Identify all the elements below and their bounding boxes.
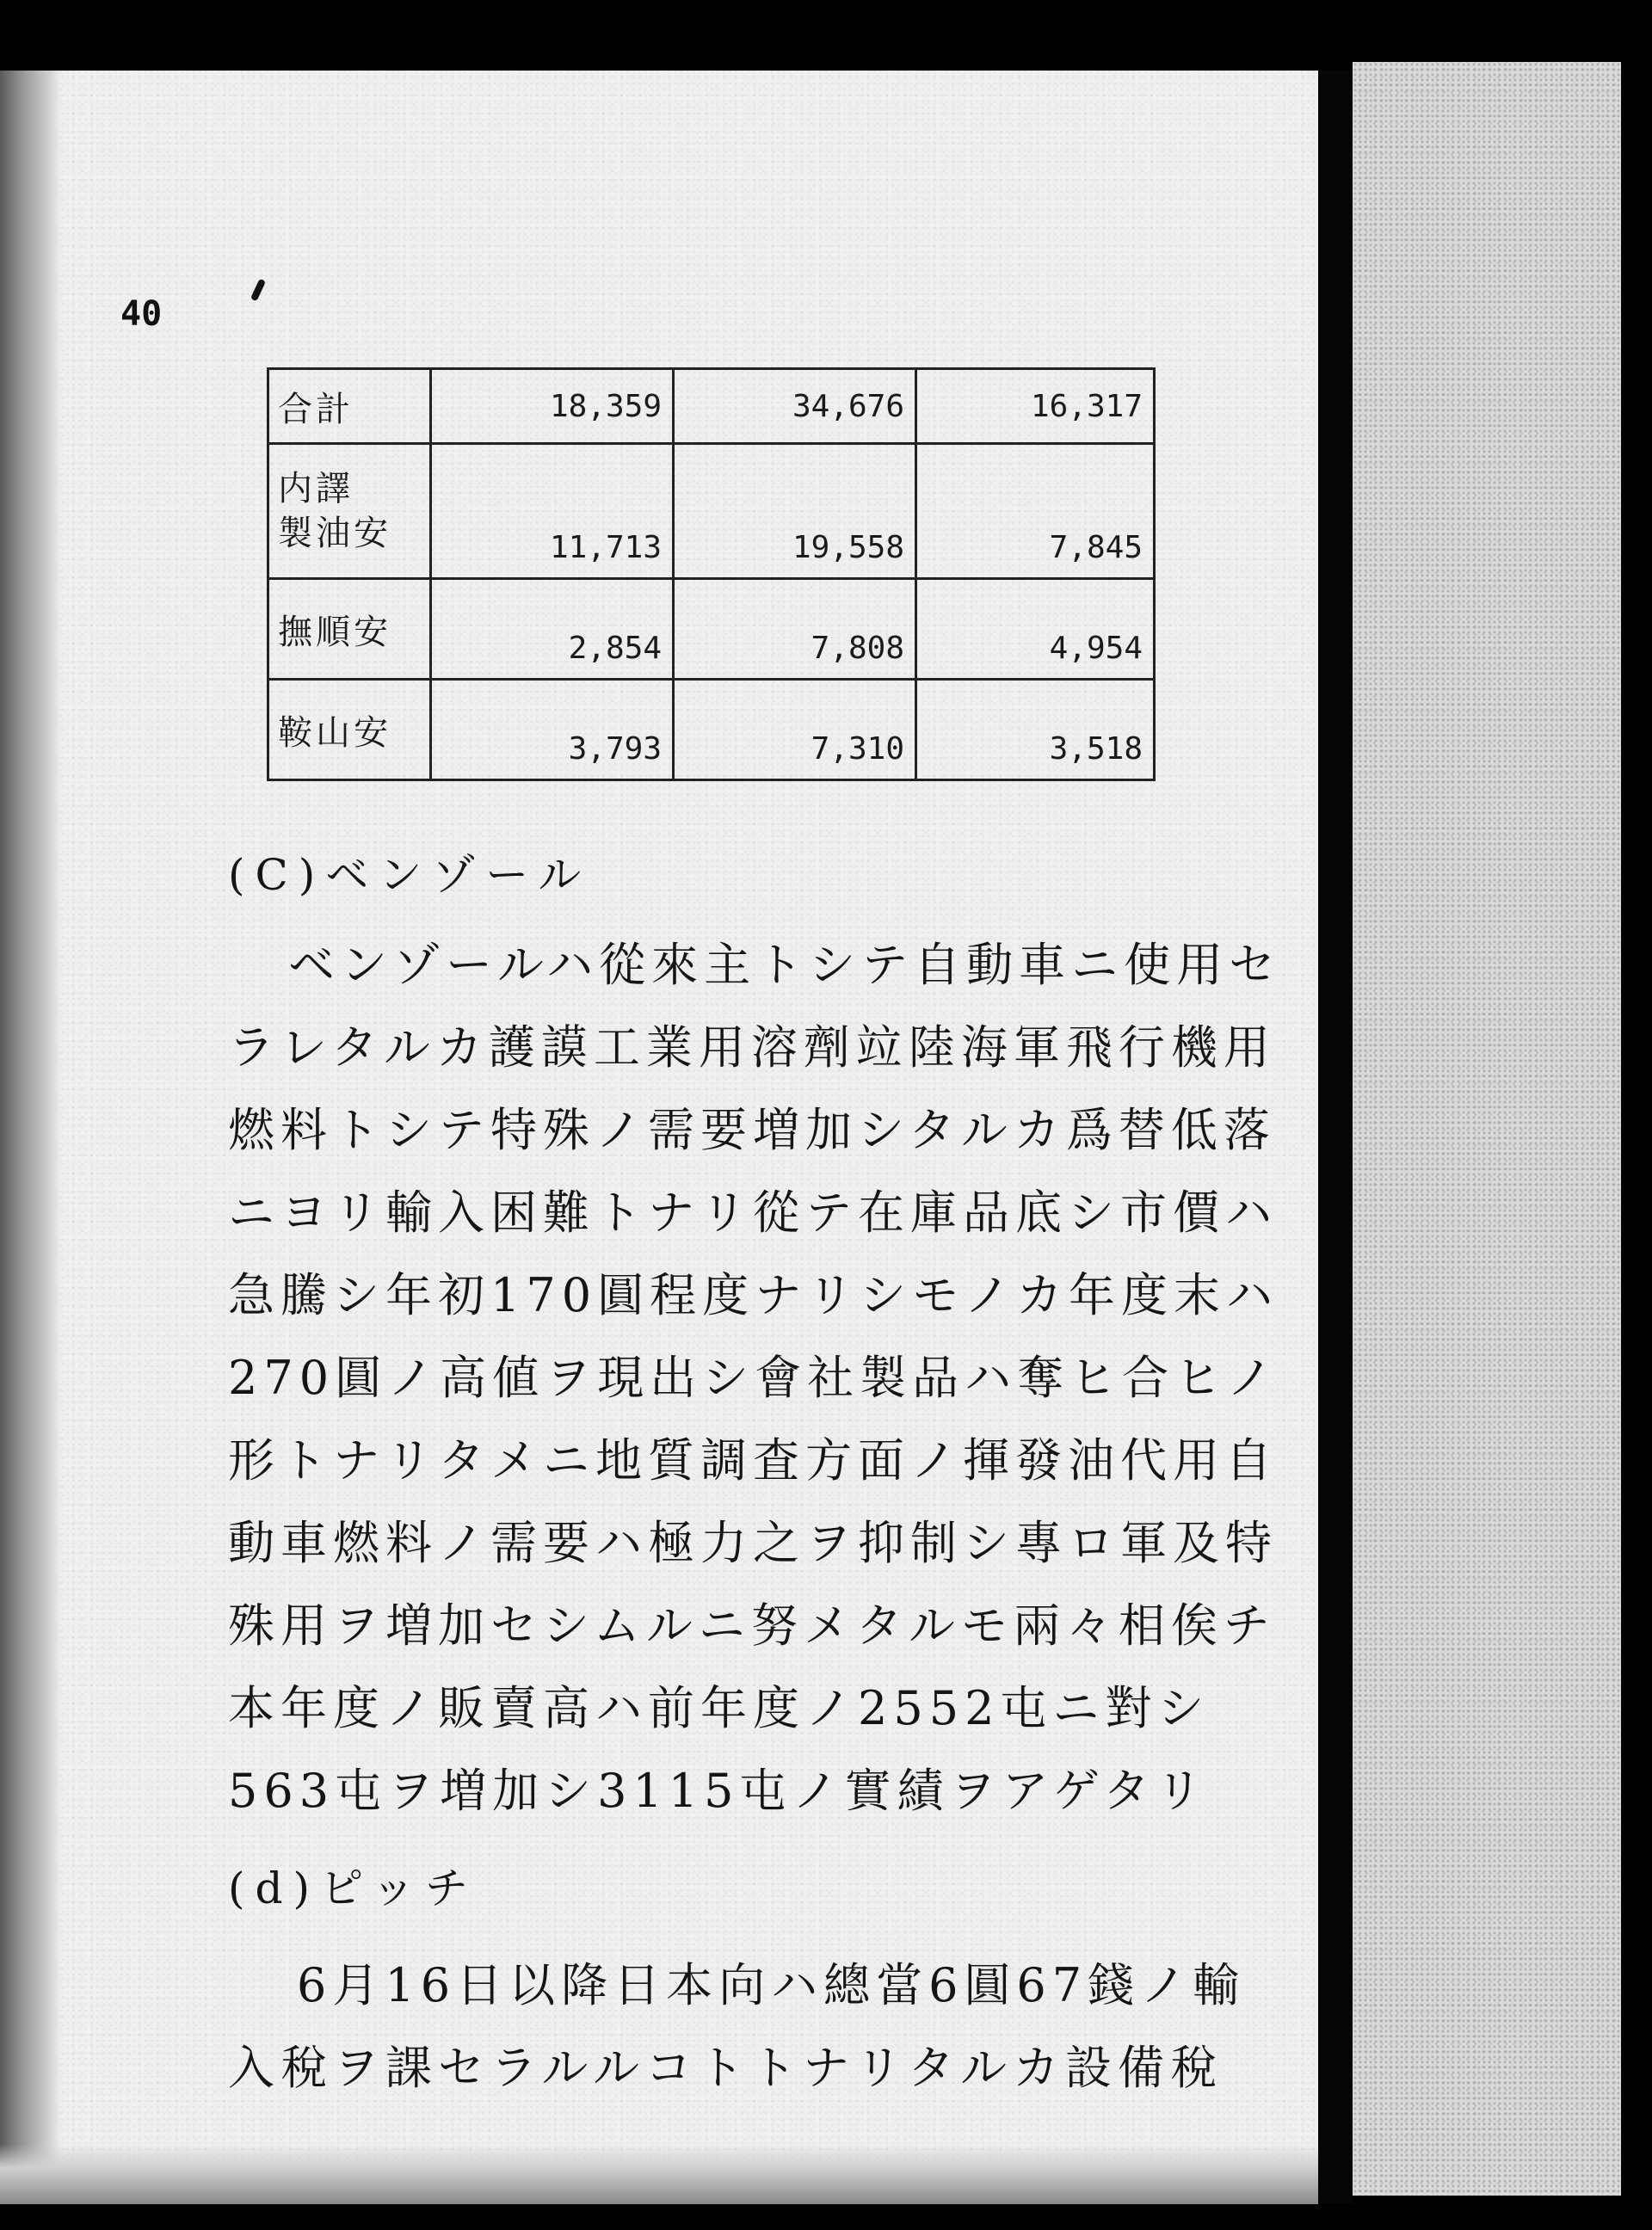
table-cell: 11,713 xyxy=(431,444,674,579)
page-bottom-shadow xyxy=(0,2144,1318,2204)
document-body xyxy=(228,845,1286,2110)
table-cell: 3,793 xyxy=(431,680,674,780)
row-label-fushun: 撫順安 xyxy=(268,579,431,680)
row-label-text: 合計 xyxy=(278,389,354,429)
table-cell: 19,558 xyxy=(674,444,916,579)
table-cell: 18,359 xyxy=(431,369,674,444)
table-cell: 7,310 xyxy=(674,680,916,780)
table-row-total xyxy=(268,369,1155,444)
pencil-mark xyxy=(250,279,266,302)
document-page xyxy=(0,71,1318,2204)
table-cell: 2,854 xyxy=(431,579,674,680)
table-cell: 3,518 xyxy=(916,680,1155,780)
table-cell: 4,954 xyxy=(916,579,1155,680)
section-d-heading: (d)ピッチ xyxy=(228,1863,479,1913)
table-cell: 16,317 xyxy=(916,369,1155,444)
production-table xyxy=(267,367,1156,781)
section-c-paragraph: ベンゾールハ從來主トシテ自動車ニ使用セラレタルカ護謨工業用溶劑竝陸海軍飛行機用燃料トシテ特殊ノ需要増加シタルカ爲替低落ニヨリ輸入困難トナリ從テ在庫品底シ市價ハ急騰シ年初170圓程度ナリシモノカ年度末ハ270圓ノ高値ヲ現出シ會社製品ハ奪ヒ合ヒノ形トナリタメニ地質調査方面ノ揮發油代用自動車燃料ノ需要ハ極力之ヲ抑制シ專ロ軍及特殊用ヲ増加セシムルニ努メタルモ兩々相俟チ本年度ノ販賣高ハ前年度ノ2552屯ニ對シ563屯ヲ増加シ3115屯ノ實績ヲアゲタリ xyxy=(228,938,1282,1818)
section-d-paragraph: 6月16日以降日本向ハ總當6圓67錢ノ輸入稅ヲ課セラルルコトトナリタルカ設備稅 xyxy=(228,1958,1246,2095)
page-number: 40 xyxy=(120,294,163,334)
table-row-fushun xyxy=(268,579,1155,680)
row-label-refinery xyxy=(268,444,431,579)
facing-page-edge xyxy=(1353,62,1621,2196)
table-cell: 7,845 xyxy=(916,444,1155,579)
table-cell: 34,676 xyxy=(674,369,916,444)
table-row-anshan xyxy=(268,680,1155,780)
book-gutter xyxy=(1318,71,1353,2204)
table-row-refinery xyxy=(268,444,1155,579)
page-edge-shadow xyxy=(0,71,60,2204)
row-label-anshan: 鞍山安 xyxy=(268,680,431,780)
table-cell: 7,808 xyxy=(674,579,916,680)
row-label-total xyxy=(268,369,431,444)
section-c-heading: (C)ベンゾール xyxy=(228,850,592,900)
row-label-breakdown: 内譯 xyxy=(278,469,354,508)
row-label-refinery-text: 製油安 xyxy=(278,514,391,553)
